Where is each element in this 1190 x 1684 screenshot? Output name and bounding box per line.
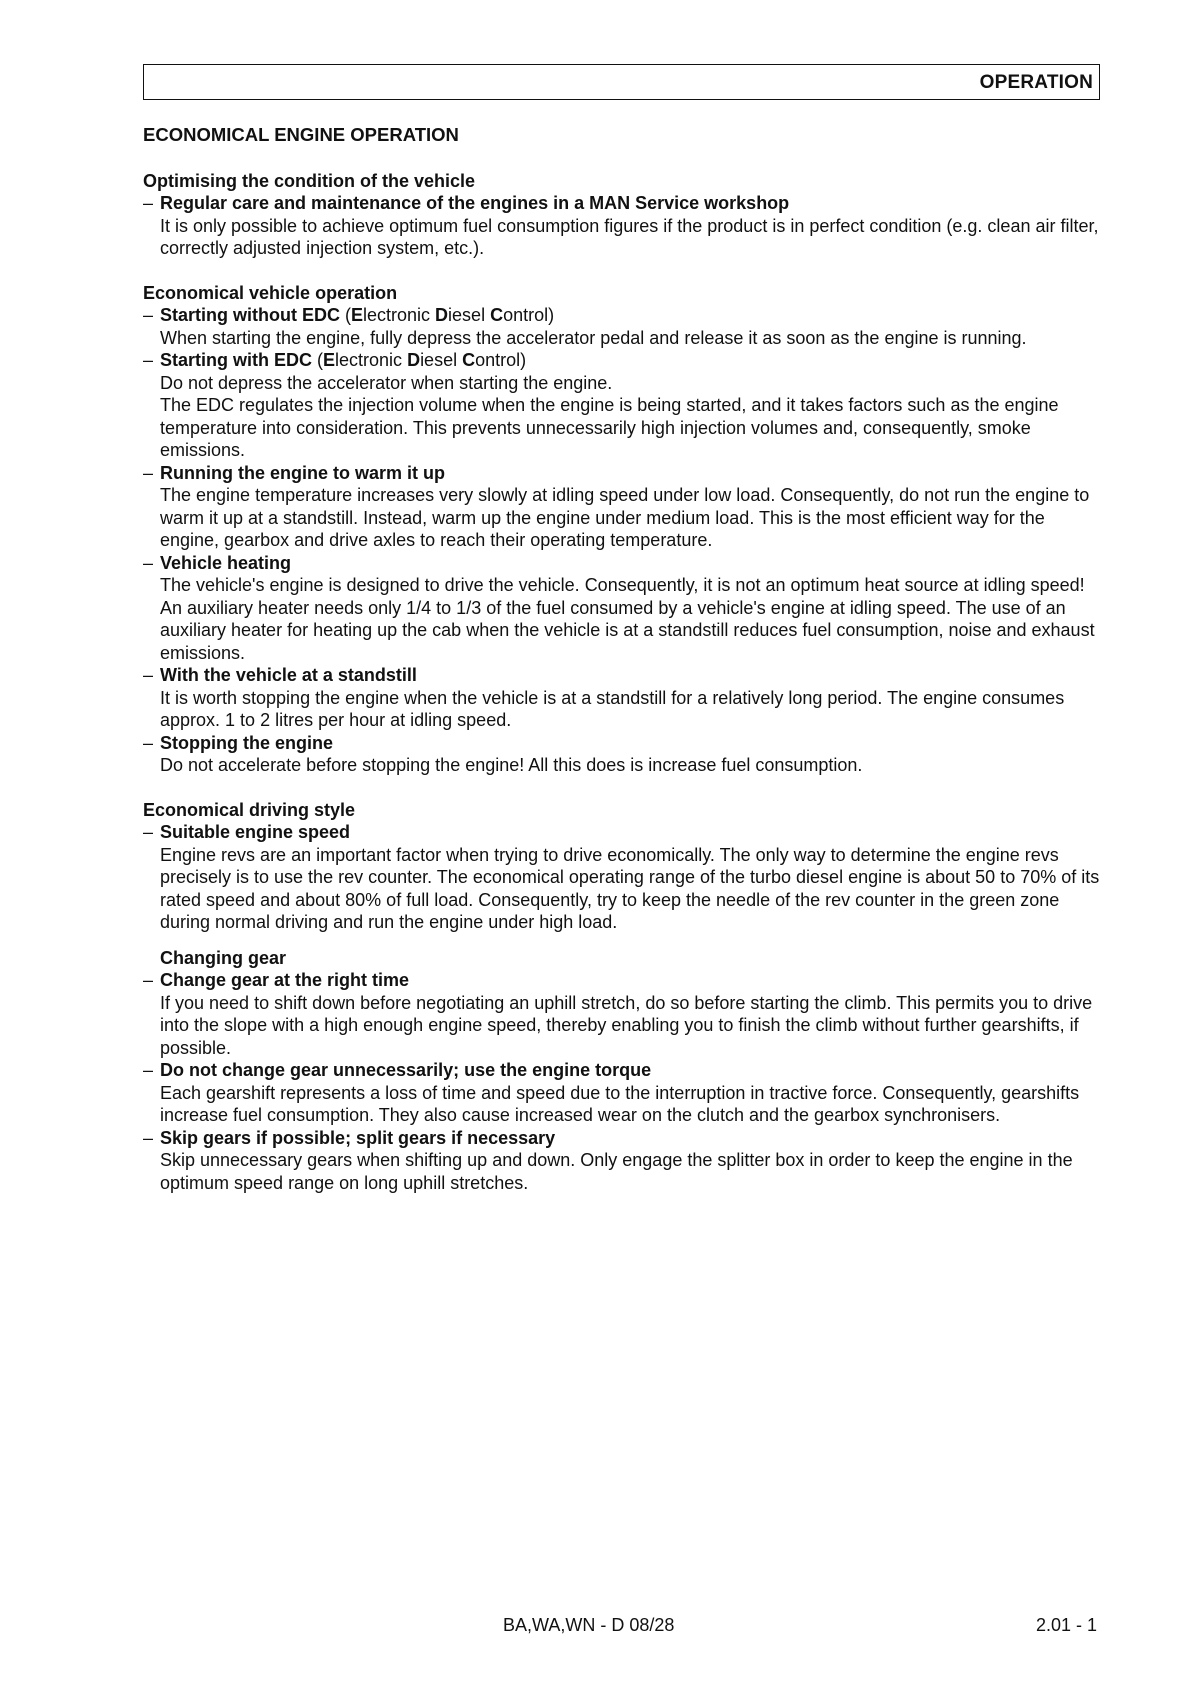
list-item [143,349,1103,462]
item-title: Vehicle heating [160,552,292,573]
edc-part: ontrol) [475,350,527,370]
dash-bullet: – [143,193,154,213]
edc-part: D [407,350,421,370]
item-text: Do not accelerate before stopping the engine! All this does is increase fuel consumption. [160,755,863,775]
edc-part: C [490,305,504,325]
list-item [143,552,1103,665]
item-text: It is only possible to achieve optimum fuel consumption figures if the product is in perfect condition (e.g. clean air filter, correctly adjusted injection system, etc.). [160,215,1099,258]
subheading-changing-gear: Changing gear [160,947,287,968]
section-title-driving: Economical driving style [143,799,356,820]
item-text: When starting the engine, fully depress the accelerator pedal and release it as soon as the engine is running. [160,327,1027,348]
item-text: Engine revs are an important factor when trying to drive economically. The only way to determine the engine revs precisely is to use the rev counter. The economical operating range of the turbo diesel engine is about 50 to 70% of its rated speed and about 80% of full load. Consequently, try to keep the needle of the rev counter in the green zone during normal driving and run the engine under high load. [160,844,1100,932]
item-title: Regular care and maintenance of the engines in a MAN Service workshop [160,193,790,213]
dash-bullet: – [143,665,154,685]
edc-part: lectronic [363,305,436,325]
item-title: Change gear at the right time [160,970,410,990]
edc-part: lectronic [335,350,408,370]
item-text: If you need to shift down before negotiating an uphill stretch, do so before starting the climb. This permits you to drive into the slope with a high enough engine speed, thereby enabling you to finish the climb without further gearshifts, if possible. [160,992,1093,1058]
list-item [143,969,1103,1059]
item-text: Do not depress the accelerator when starting the engine. [160,372,613,393]
list-item [143,1059,1103,1127]
item-title: With the vehicle at a standstill [160,665,417,685]
edc-part: ontrol) [503,305,555,325]
item-text: Skip unnecessary gears when shifting up and down. Only engage the splitter box in order to keep the engine in the optimum speed range on long uphill stretches. [160,1150,1073,1193]
dash-bullet: – [143,462,154,483]
edc-part: E [323,350,336,370]
list-item [143,1127,1103,1195]
list-item [143,664,1103,732]
edc-expansion [317,350,526,370]
footer-document-code: BA,WA,WN - D 08/28 [503,1615,675,1635]
footer-page-number: 2.01 - 1 [1035,1615,1097,1635]
list-item [143,732,1103,777]
section-title-condition: Optimising the condition of the vehicle [143,170,476,191]
item-text: Each gearshift represents a loss of time and speed due to the interruption in tractive force. Consequently, gearshifts increase fuel consumption. They also cause increased wear on the clutch and the gearbox synchronisers. [160,1082,1080,1125]
item-title: Running the engine to warm it up [160,462,445,483]
dash-bullet: – [143,732,154,753]
dash-bullet: – [143,1060,154,1080]
page-title: ECONOMICAL ENGINE OPERATION [143,124,459,145]
list-item [143,821,1103,934]
edc-part: ( [345,305,351,325]
item-title: Stopping the engine [160,732,333,753]
item-title: Skip gears if possible; split gears if necessary [160,1127,556,1148]
section-driving [143,799,1103,1195]
item-text: The EDC regulates the injection volume when the engine is being started, and it takes factors such as the engine temperature into consideration. This prevents unnecessarily high injection volumes and, consequently, smoke emissions. [160,395,1059,460]
edc-part: C [462,350,476,370]
header-title: OPERATION [979,72,1093,93]
section-title-operation: Economical vehicle operation [143,282,398,303]
edc-part: E [351,305,364,325]
item-title: Do not change gear unnecessarily; use the engine torque [160,1060,652,1080]
dash-bullet: – [143,822,154,842]
edc-part: D [435,305,449,325]
dash-bullet: – [143,970,154,990]
edc-part: iesel [420,350,463,370]
edc-part: ( [317,350,324,370]
dash-bullet: – [143,1127,154,1148]
list-item [143,462,1103,552]
list-item [143,192,1103,260]
item-title: Suitable engine speed [160,822,351,842]
list-item [143,304,1103,349]
item-title: Starting with EDC [160,350,312,370]
item-text: It is worth stopping the engine when the vehicle is at a standstill for a relatively long period. The engine consumes approx. 1 to 2 litres per hour at idling speed. [160,687,1065,730]
edc-part: iesel [448,305,491,325]
document-body [143,124,1103,1216]
dash-bullet: – [143,350,154,370]
edc-expansion [345,305,554,325]
item-title: Starting without EDC [160,305,340,325]
section-operation [143,282,1103,777]
header-box [143,64,1100,100]
item-text: The vehicle's engine is designed to drive the vehicle. Consequently, it is not an optimum heat source at idling speed! An auxiliary heater needs only 1/4 to 1/3 of the fuel consumed by a vehicle's engine at idling speed. The use of an auxiliary heater for heating up the cab when the vehicle is at a standstill reduces fuel consumption, noise and exhaust emissions. [160,575,1095,663]
item-text: The engine temperature increases very slowly at idling speed under low load. Consequently, do not run the engine to warm it up at a standstill. Instead, warm up the engine under medium load. This is the most efficient way for the engine, gearbox and drive axles to reach their operating temperature. [160,485,1090,550]
dash-bullet: – [143,552,154,573]
dash-bullet: – [143,305,154,325]
section-condition [143,170,1103,260]
